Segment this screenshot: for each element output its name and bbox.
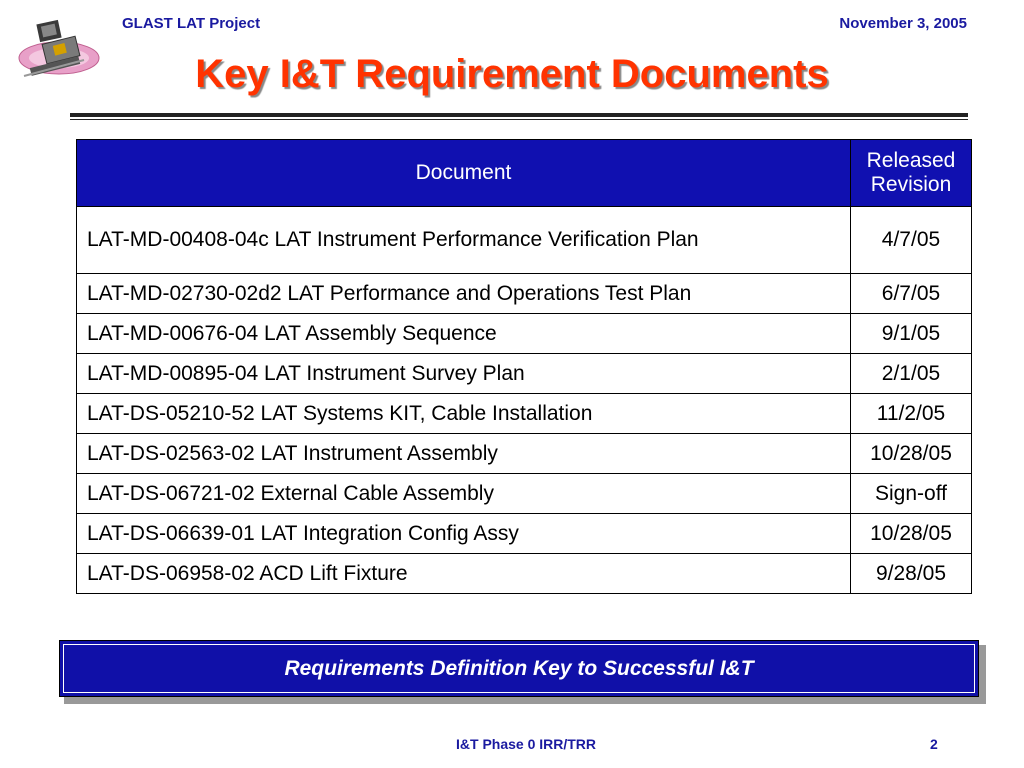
footer-title: I&T Phase 0 IRR/TRR	[456, 736, 597, 752]
document-cell: LAT-DS-05210-52 LAT Systems KIT, Cable Installation	[77, 394, 851, 434]
banner-inner-frame	[63, 644, 975, 693]
document-cell: LAT-DS-06639-01 LAT Integration Config Assy	[77, 514, 851, 554]
revision-cell: 6/7/05	[851, 274, 972, 314]
column-header-document: Document	[77, 140, 851, 207]
revision-cell: 10/28/05	[851, 514, 972, 554]
table-row	[77, 554, 972, 594]
table-row	[77, 314, 972, 354]
table-row	[77, 514, 972, 554]
document-cell: LAT-MD-00676-04 LAT Assembly Sequence	[77, 314, 851, 354]
column-header-revision: Released Revision	[851, 140, 972, 207]
title-divider-thin	[70, 119, 968, 120]
project-name: GLAST LAT Project	[122, 15, 261, 32]
banner-text: Requirements Definition Key to Successful I&T	[284, 656, 754, 680]
document-cell: LAT-MD-00895-04 LAT Instrument Survey Plan	[77, 354, 851, 394]
page-number: 2	[930, 736, 938, 752]
revision-cell: Sign-off	[851, 474, 972, 514]
document-cell: LAT-DS-02563-02 LAT Instrument Assembly	[77, 434, 851, 474]
requirements-table	[76, 139, 972, 594]
slide-title: Key I&T Requirement Documents	[195, 52, 829, 96]
table-row	[77, 394, 972, 434]
presentation-date: November 3, 2005	[839, 15, 967, 32]
revision-cell: 2/1/05	[851, 354, 972, 394]
table-row	[77, 274, 972, 314]
document-cell: LAT-MD-00408-04c LAT Instrument Performance Verification Plan	[77, 207, 851, 274]
document-cell: LAT-DS-06958-02 ACD Lift Fixture	[77, 554, 851, 594]
document-cell: LAT-DS-06721-02 External Cable Assembly	[77, 474, 851, 514]
table-row	[77, 474, 972, 514]
title-divider-thick	[70, 113, 968, 117]
revision-cell: 4/7/05	[851, 207, 972, 274]
table-row	[77, 207, 972, 274]
table-row	[77, 354, 972, 394]
document-cell: LAT-MD-02730-02d2 LAT Performance and Operations Test Plan	[77, 274, 851, 314]
revision-cell: 10/28/05	[851, 434, 972, 474]
summary-banner	[59, 640, 979, 697]
table-row	[77, 434, 972, 474]
table-header-row	[77, 140, 972, 207]
revision-cell: 9/28/05	[851, 554, 972, 594]
revision-cell: 11/2/05	[851, 394, 972, 434]
revision-cell: 9/1/05	[851, 314, 972, 354]
